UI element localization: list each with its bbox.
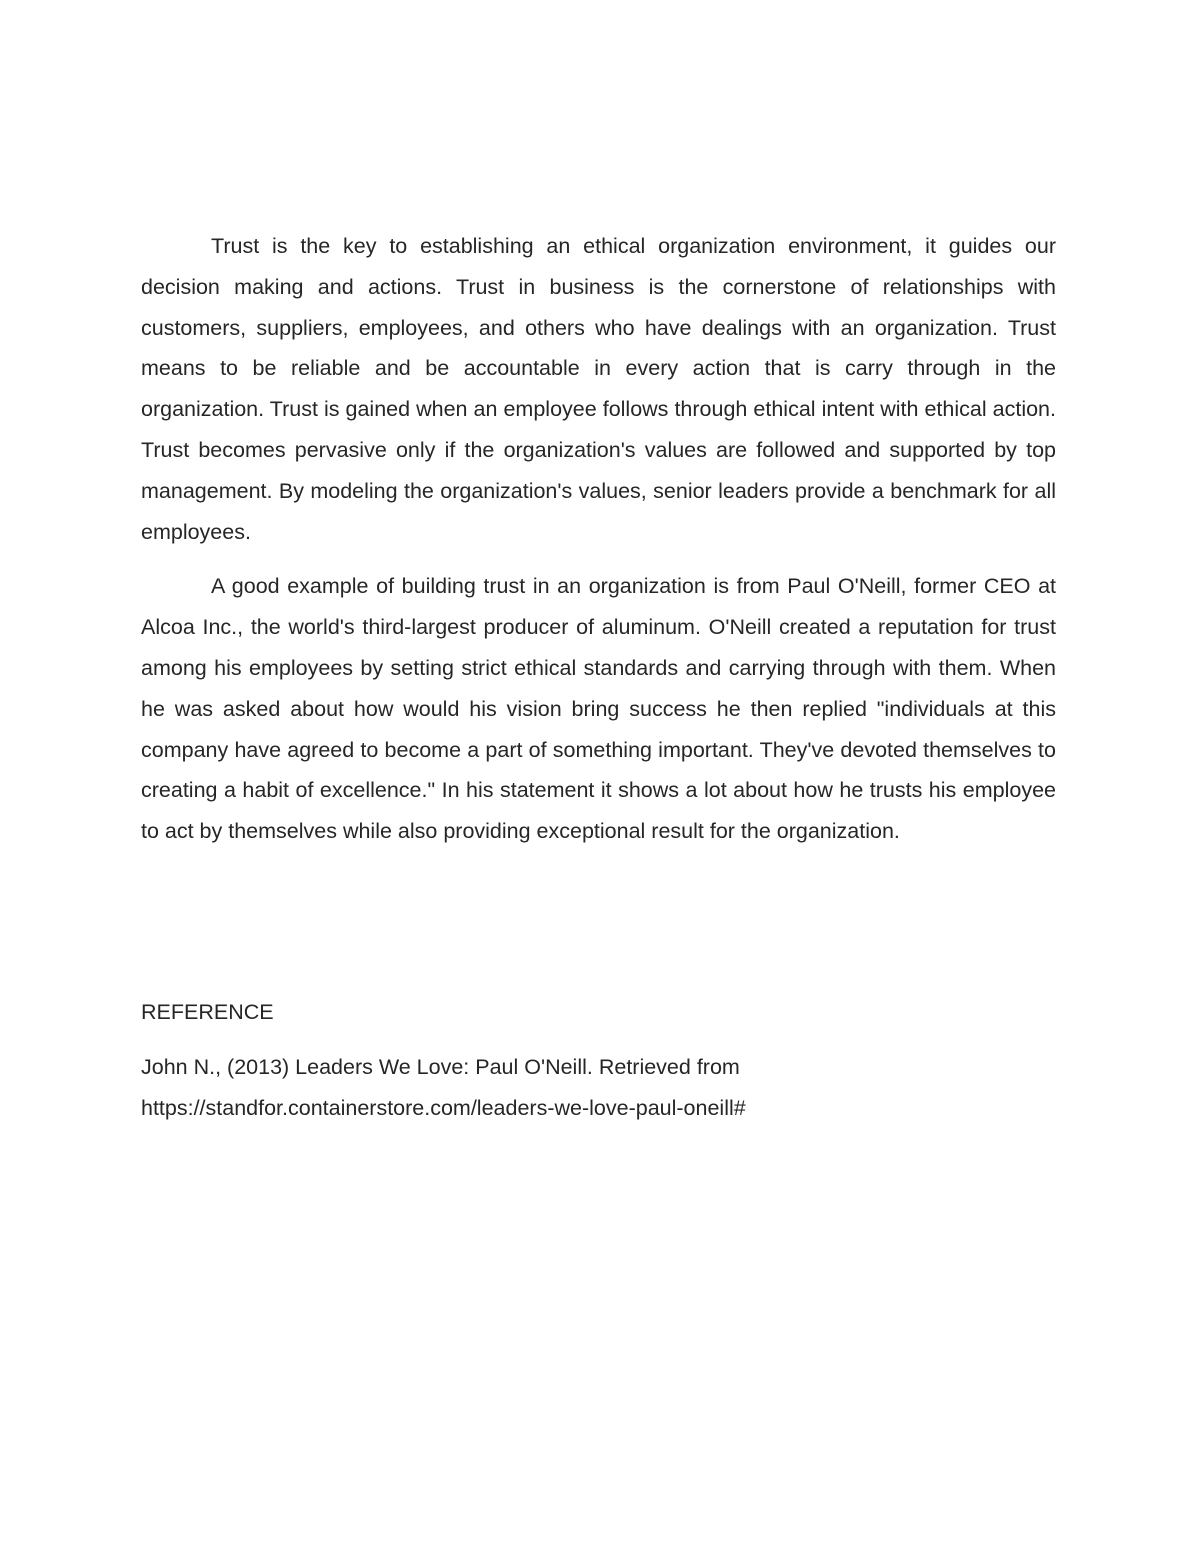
body-paragraph-trust: Trust is the key to establishing an ethical organization environment, it guides our decision making and actions. Trust in business is the cornerstone of relationships with customers, suppliers, employees, and others who have dealings with an organization. Trust means to be reliable and be accountable in every action that is carry through in the organization. Trust is gained when an employee follows through ethical intent with ethical action. Trust becomes pervasive only if the organization's values are followed and supported by top management. By modeling the organization's values, senior leaders provide a benchmark for all employees. bbox=[141, 234, 1056, 544]
reference-citation: John N., (2013) Leaders We Love: Paul O'Neill. Retrieved from bbox=[141, 1054, 740, 1079]
reference-heading: REFERENCE bbox=[141, 999, 274, 1024]
reference-url: https://standfor.containerstore.com/leaders-we-love-paul-oneill# bbox=[141, 1095, 746, 1120]
document-body bbox=[141, 226, 1056, 1128]
body-paragraph-example: A good example of building trust in an organization is from Paul O'Neill, former CEO at Alcoa Inc., the world's third-largest producer of aluminum. O'Neill created a reputation for trust among his employees by setting strict ethical standards and carrying through with them. When he was asked about how would his vision bring success he then replied "individuals at this company have agreed to become a part of something important. They've devoted themselves to creating a habit of excellence." In his statement it shows a lot about how he trusts his employee to act by themselves while also providing exceptional result for the organization. bbox=[141, 574, 1056, 844]
